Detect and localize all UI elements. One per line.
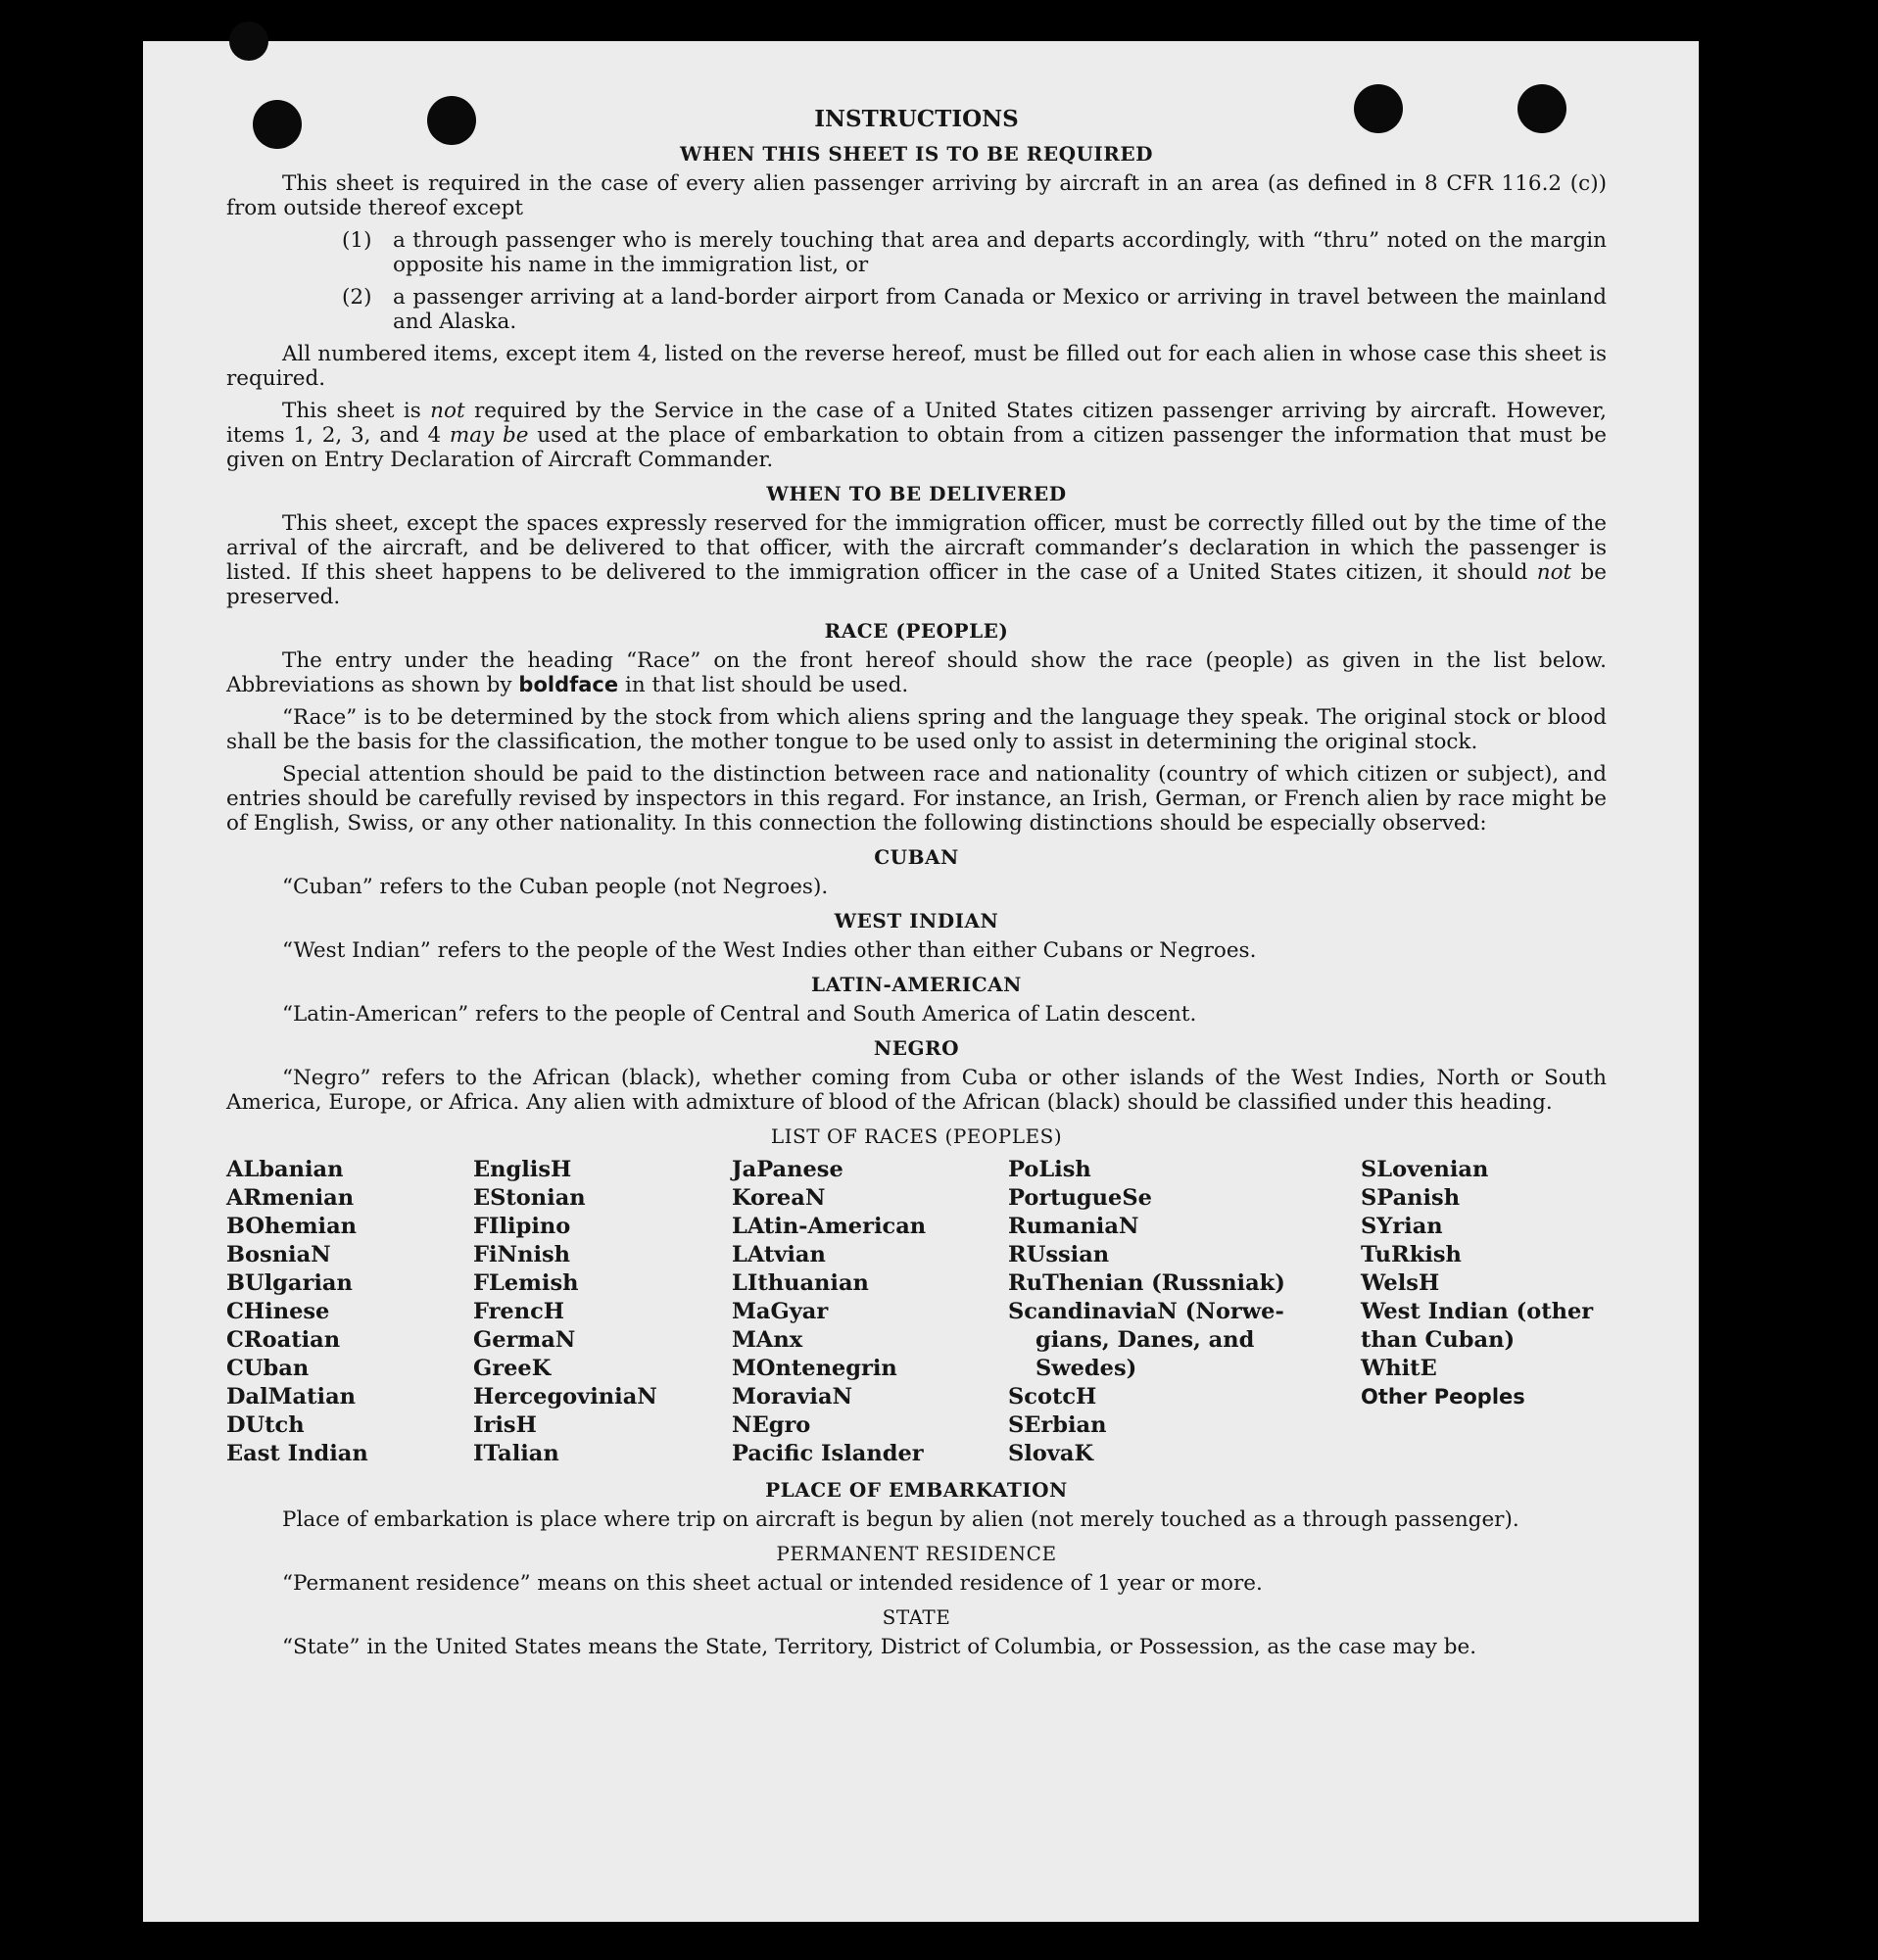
text-run: required by the Service in the case of a United States citizen passenger arriving by aircraft. However, items 1, 2, 3, and 4 bbox=[226, 399, 1608, 448]
race-entry: KoreaN bbox=[732, 1185, 826, 1211]
exception-item-1 bbox=[226, 228, 1607, 277]
race-entry: RumaniaN bbox=[1008, 1214, 1139, 1239]
citizen-paragraph bbox=[226, 399, 1607, 472]
item-number: (2) bbox=[342, 285, 372, 310]
race-entry: SYrian bbox=[1361, 1214, 1443, 1239]
race-entry: FIlipino bbox=[473, 1214, 571, 1239]
races-column-5 bbox=[1361, 1156, 1607, 1468]
emphasis-not: not bbox=[1536, 560, 1572, 585]
race-entry: LAtin-American bbox=[732, 1214, 927, 1239]
residence-paragraph: “Permanent residence” means on this sheet actual or intended residence of 1 year or more. bbox=[282, 1571, 1263, 1596]
race-entry: FrencH bbox=[473, 1299, 565, 1324]
heading-when-delivered: WHEN TO BE DELIVERED bbox=[766, 482, 1067, 505]
west-indian-paragraph: “West Indian” refers to the people of the West Indies other than either Cubans or Negroes. bbox=[282, 938, 1257, 963]
instructions-content bbox=[226, 106, 1607, 1667]
race-entry: BOhemian bbox=[226, 1214, 358, 1239]
race-entry: CUban bbox=[226, 1356, 310, 1381]
race-entry: ALbanian bbox=[226, 1157, 344, 1182]
race-entry: IrisH bbox=[473, 1412, 537, 1438]
race-entry: EnglisH bbox=[473, 1157, 572, 1182]
race-paragraph-1 bbox=[226, 648, 1607, 697]
embarkation-paragraph: Place of embarkation is place where trip on aircraft is begun by alien (not merely touched as a through passenger). bbox=[282, 1507, 1519, 1532]
race-entry: FiNnish bbox=[473, 1242, 571, 1267]
negro-paragraph: “Negro” refers to the African (black), whether coming from Cuba or other islands of the West Indies, North or South America, Europe, or Africa. Any alien with admixture of blood of the African (black) should be classified under this heading. bbox=[226, 1066, 1607, 1115]
race-entry: LAtvian bbox=[732, 1242, 826, 1267]
text-run: This sheet is bbox=[282, 399, 431, 423]
race-entry: DUtch bbox=[226, 1412, 305, 1438]
state-paragraph: “State” in the United States means the State, Territory, District of Columbia, or Possession, as the case may be. bbox=[282, 1635, 1477, 1659]
item-number: (1) bbox=[342, 228, 372, 253]
race-entry: ScandinaviaN (Norwe- bbox=[1008, 1299, 1284, 1324]
race-entry: WelsH bbox=[1361, 1270, 1440, 1296]
heading-negro: NEGRO bbox=[873, 1036, 960, 1060]
race-entry: SLovenian bbox=[1361, 1157, 1489, 1182]
heading-state: STATE bbox=[882, 1605, 951, 1629]
required-intro: This sheet is required in the case of every alien passenger arriving by aircraft in an area (as defined in 8 CFR 116.2 (c)) from outside thereof except bbox=[226, 171, 1607, 220]
race-entry: NEgro bbox=[732, 1412, 811, 1438]
race-entry: RUssian bbox=[1008, 1242, 1110, 1267]
race-entry: Other Peoples bbox=[1361, 1385, 1525, 1409]
heading-race: RACE (PEOPLE) bbox=[824, 619, 1009, 643]
race-entry-continued: than Cuban) bbox=[1361, 1327, 1516, 1353]
boldface-word: boldface bbox=[518, 673, 619, 696]
heading-permanent-residence: PERMANENT RESIDENCE bbox=[776, 1542, 1057, 1565]
cuban-paragraph: “Cuban” refers to the Cuban people (not Negroes). bbox=[282, 875, 829, 899]
race-entry: GreeK bbox=[473, 1356, 552, 1381]
item-text: a through passenger who is merely touching that area and departs accordingly, with “thru” noted on the margin opposite his name in the immigration list, or bbox=[393, 228, 1607, 277]
race-entry: CHinese bbox=[226, 1299, 330, 1324]
race-paragraph-3: Special attention should be paid to the distinction between race and nationality (country of which citizen or subject), and entries should be carefully revised by inspectors in this regard. For instance, an Irish, German, or French alien by race might be of English, Swiss, or any other nationality. In this connection the following distinctions should be especially observed: bbox=[226, 762, 1607, 836]
race-entry: MAnx bbox=[732, 1327, 803, 1353]
item-text: a passenger arriving at a land-border airport from Canada or Mexico or arriving in travel between the mainland and Alaska. bbox=[393, 285, 1607, 334]
delivered-paragraph bbox=[226, 511, 1607, 609]
race-entry: GermaN bbox=[473, 1327, 576, 1353]
race-entry: BosniaN bbox=[226, 1242, 331, 1267]
races-column-4 bbox=[1008, 1156, 1361, 1468]
race-entry: SlovaK bbox=[1008, 1441, 1094, 1466]
text-run: be preserved. bbox=[226, 560, 1607, 609]
races-column-2 bbox=[473, 1156, 732, 1468]
race-entry: SErbian bbox=[1008, 1412, 1107, 1438]
heading-when-required: WHEN THIS SHEET IS TO BE REQUIRED bbox=[680, 142, 1153, 166]
punch-hole bbox=[229, 22, 268, 61]
race-entry: ARmenian bbox=[226, 1185, 355, 1211]
emphasis-may-be: may be bbox=[449, 423, 529, 448]
race-entry: SPanish bbox=[1361, 1185, 1461, 1211]
emphasis-not: not bbox=[430, 399, 465, 423]
race-entry: BUlgarian bbox=[226, 1270, 353, 1296]
race-entry: EStonian bbox=[473, 1185, 586, 1211]
race-entry: PoLish bbox=[1008, 1157, 1091, 1182]
numbered-items-paragraph: All numbered items, except item 4, listed on the reverse hereof, must be filled out for each alien in whose case this sheet is required. bbox=[226, 342, 1607, 391]
race-entry: HercegoviniaN bbox=[473, 1384, 657, 1410]
race-entry: MoraviaN bbox=[732, 1384, 853, 1410]
race-entry-continued: Swedes) bbox=[1035, 1356, 1137, 1381]
race-entry: West Indian (other bbox=[1361, 1299, 1594, 1324]
exception-item-2 bbox=[226, 285, 1607, 334]
heading-west-indian: WEST INDIAN bbox=[834, 909, 999, 932]
races-list bbox=[226, 1156, 1607, 1468]
races-column-3 bbox=[732, 1156, 1008, 1468]
race-entry: LIthuanian bbox=[732, 1270, 869, 1296]
race-entry: MaGyar bbox=[732, 1299, 829, 1324]
heading-place-of-embarkation: PLACE OF EMBARKATION bbox=[765, 1478, 1068, 1502]
race-entry: FLemish bbox=[473, 1270, 579, 1296]
text-run: This sheet, except the spaces expressly reserved for the immigration officer, must be correctly filled out by the time of the arrival of the aircraft, and be delivered to that officer, with the aircraft commander’s declaration in which the passenger is listed. If this sheet happens to be delivered to the immigration officer in the case of a United States citizen, it should bbox=[226, 511, 1607, 585]
race-paragraph-2: “Race” is to be determined by the stock from which aliens spring and the language they speak. The original stock or blood shall be the basis for the classification, the mother tongue to be used only to assist in determining the original stock. bbox=[226, 705, 1607, 754]
race-entry-continued: gians, Danes, and bbox=[1035, 1327, 1255, 1353]
race-entry: TuRkish bbox=[1361, 1242, 1462, 1267]
race-entry: CRoatian bbox=[226, 1327, 341, 1353]
race-entry: DalMatian bbox=[226, 1384, 357, 1410]
heading-list-of-races: LIST OF RACES (PEOPLES) bbox=[770, 1124, 1063, 1148]
race-entry: RuThenian (Russniak) bbox=[1008, 1270, 1285, 1296]
heading-latin-american: LATIN-AMERICAN bbox=[811, 973, 1022, 996]
text-run: in that list should be used. bbox=[618, 673, 909, 697]
text-run: The entry under the heading “Race” on the front hereof should show the race (people) as given in the list below. Abbreviations as shown by bbox=[226, 648, 1607, 697]
race-entry: ScotcH bbox=[1008, 1384, 1097, 1410]
race-entry: ITalian bbox=[473, 1441, 559, 1466]
race-entry: WhitE bbox=[1361, 1356, 1437, 1381]
race-entry: MOntenegrin bbox=[732, 1356, 897, 1381]
document-page bbox=[143, 41, 1699, 1922]
page-title: INSTRUCTIONS bbox=[814, 106, 1019, 132]
race-entry: Pacific Islander bbox=[732, 1441, 924, 1466]
races-column-1 bbox=[226, 1156, 473, 1468]
race-entry: East Indian bbox=[226, 1441, 368, 1466]
heading-cuban: CUBAN bbox=[874, 845, 959, 869]
text-run: used at the place of embarkation to obtain from a citizen passenger the information that must be given on Entry Declaration of Aircraft Commander. bbox=[226, 423, 1607, 472]
latin-american-paragraph: “Latin-American” refers to the people of Central and South America of Latin descent. bbox=[282, 1002, 1197, 1027]
race-entry: PortugueSe bbox=[1008, 1185, 1152, 1211]
race-entry: JaPanese bbox=[732, 1157, 843, 1182]
